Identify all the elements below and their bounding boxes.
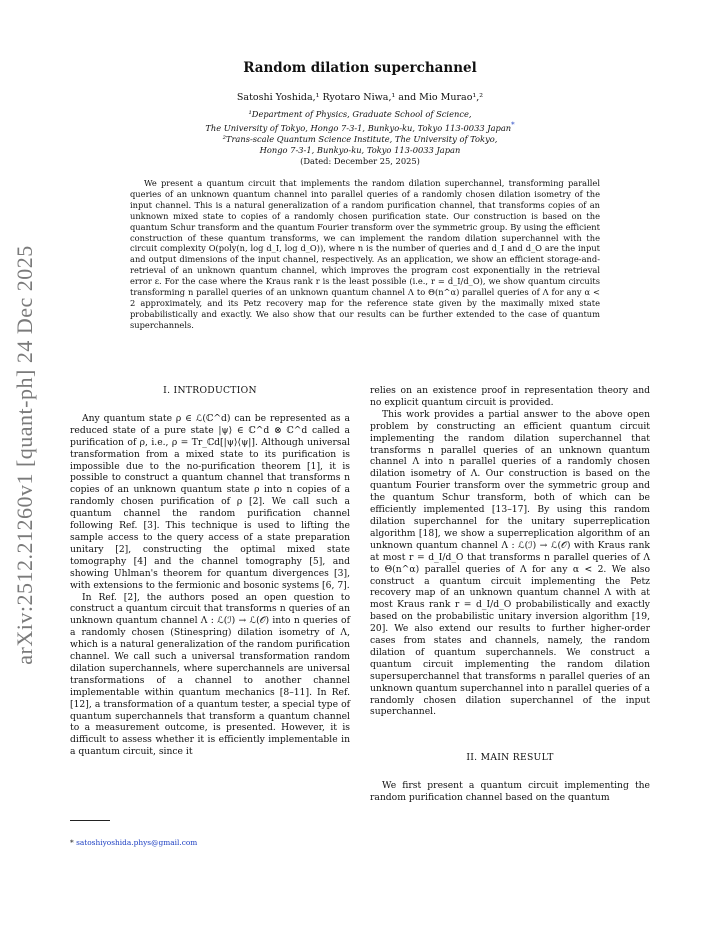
right-column — [370, 385, 650, 804]
paper-title: Random dilation superchannel — [243, 60, 477, 76]
arxiv-identifier: arXiv:2512.21260v1 [quant-ph] 24 Dec 2025 — [12, 245, 37, 665]
affiliation-1: ¹Department of Physics, Graduate School of Science, — [248, 109, 472, 119]
affiliation-2-address: Hongo 7-3-1, Bunkyo-ku, Tokyo 113-0033 Japan — [259, 144, 461, 155]
author-email-link[interactable]: satoshiyoshida.phys@gmail.com — [76, 838, 198, 847]
footnote-rule — [70, 820, 110, 821]
section-heading-main-result: II. MAIN RESULT — [466, 752, 554, 764]
affiliations — [140, 109, 580, 167]
footnote-marker: * — [70, 838, 74, 847]
footnote — [70, 838, 197, 847]
intro-paragraph-2-continued: relies on an existence proof in representation theory and no explicit quantum circuit is provided. — [370, 385, 650, 408]
intro-paragraph-2: In Ref. [2], the authors posed an open question to construct a quantum circuit that transforms n queries of an unknown quantum channel Λ : ℒ(ℐ) → ℒ(𝒪) into n queries of a randomly chosen (Stinespring) dilation isometry of Λ, which is a natural generalization of the random purification channel. We call such a universal transformation random dilation superchannels, where superchannels are universal transformations of a channel to another channel implementable within quantum mechanics [8–11]. In Ref. [12], a transformation of a quantum tester, a special type of quantum superchannels that transform a quantum channel to a measurement outcome, is presented. However, it is difficult to assess whether it is efficiently implementable in a quantum circuit, since it — [70, 591, 350, 758]
email-footnote-marker[interactable]: * — [511, 121, 515, 129]
date-line: (Dated: December 25, 2025) — [300, 155, 420, 166]
main-result-paragraph-1: We first present a quantum circuit implementing the random purification channel based on the quantum — [370, 780, 650, 804]
intro-paragraph-3: This work provides a partial answer to the above open problem by constructing an efficient quantum circuit implementing the random dilation superchannel that transforms n parallel queries of an unknown quantum channel Λ into n parallel queries of a randomly chosen dilation isometry of Λ. Our construction is based on the quantum Fourier transform over the symmetric group and the quantum Schur transform, both of which can be efficiently implemented [13–17]. By using this random dilation superchannel for the unitary superreplication algorithm [18], we show a superreplication algorithm of an unknown quantum channel Λ : ℒ(ℐ) → ℒ(𝒪) with Kraus rank at most r = d_I/d_O that transforms n parallel queries of Λ to Θ(n^α) parallel queries of Λ for any α < 2. We also construct a quantum circuit implementing the Petz recovery map of an unknown quantum channel Λ with at most Kraus rank r = d_I/d_O probabilistically and exactly based on the probabilistic unitary inversion algorithm [19, 20]. We also extend our results to further higher-order cases from states and channels, namely, the random dilation of quantum superchannels. We construct a quantum circuit implementing the random dilation supersuperchannel that transforms n parallel queries of an unknown quantum superchannel into n parallel queries of a randomly chosen dilation superchannel of the input superchannel. — [370, 408, 650, 718]
section-heading-introduction: I. INTRODUCTION — [163, 385, 257, 396]
author-list: Satoshi Yoshida,¹ Ryotaro Niwa,¹ and Mio Murao¹,² — [236, 92, 484, 103]
affiliation-2: ²Trans-scale Quantum Science Institute, The University of Tokyo, — [222, 133, 498, 144]
arxiv-sidebar-stamp — [8, 245, 42, 665]
affiliation-1-address: The University of Tokyo, Hongo 7-3-1, Bunkyo-ku, Tokyo 113-0033 Japan* — [205, 121, 515, 133]
abstract: We present a quantum circuit that implements the random dilation superchannel, transforming parallel queries of an unknown quantum channel into parallel queries of a randomly chosen dilation isometry of the input channel. This is a natural generalization of a random purification channel, that transforms copies of an unknown mixed state to copies of a randomly chosen purification state. Our construction is based on the quantum Schur transform and the quantum Fourier transform over the symmetric group. By using the efficient construction of these quantum transforms, we can implement the random dilation superchannel with the circuit complexity O(poly(n, log d_I, log d_O)), where n is the number of queries and d_I and d_O are the input and output dimensions of the input channel, respectively. As an application, we show an efficient storage-and-retrieval of an unknown quantum channel, which improves the program cost exponentially in the retrieval error ε. For the case where the Kraus rank r is the least possible (i.e., r = d_I/d_O), we show quantum circuits transforming n parallel queries of an unknown quantum channel Λ to Θ(n^α) parallel queries of Λ for any α < 2 approximately, and its Petz recovery map for the reference state given by the maximally mixed state probabilistically and exactly. We also show that our results can be further extended to the case of quantum superchannels. — [130, 178, 600, 330]
left-column — [70, 385, 350, 758]
intro-paragraph-1: Any quantum state ρ ∈ ℒ(ℂ^d) can be represented as a reduced state of a pure state |ψ⟩ ∈ ℂ^d ⊗ ℂ^d called a purification of ρ, i.e., ρ = Tr_ℂd[|ψ⟩⟨ψ|]. Although universal transformation from a mixed state to its purification is impossible due to the no-purification theorem [1], it is possible to construct a quantum channel that transforms n copies of an unknown quantum state ρ into n copies of a randomly chosen purification of ρ [2]. We call such a quantum channel the random purification channel following Ref. [3]. This technique is used to lifting the sample access to the query access of a state preparation unitary [2], constructing the optimal mixed state tomography [4] and the channel tomography [5], and showing Uhlman's theorem for quantum divergences [3], with extensions to the fermionic and bosonic systems [6, 7]. — [70, 412, 350, 591]
